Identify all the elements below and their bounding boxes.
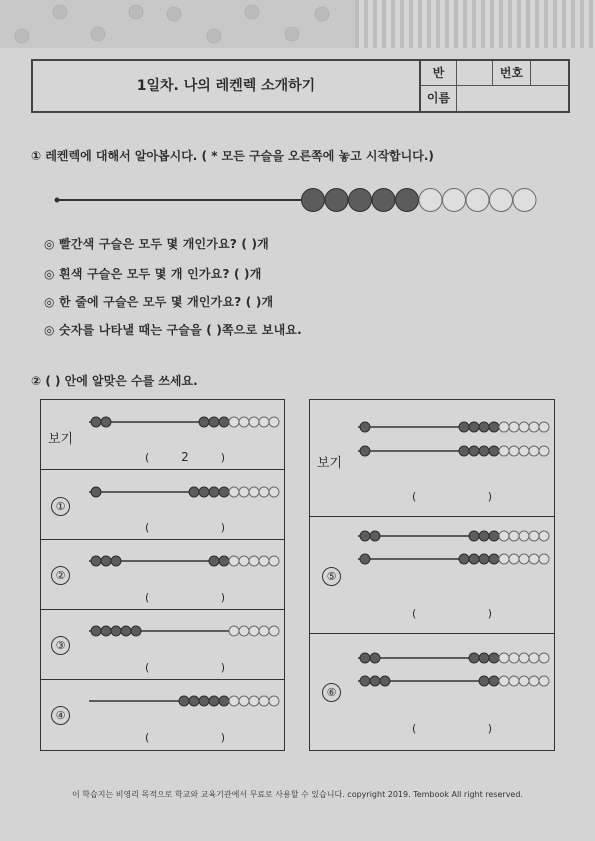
left-rack-0-bead [259, 417, 269, 427]
left-rack-1-bead [209, 487, 219, 497]
left-rack-2-bead [101, 556, 111, 566]
left-rack-3-bead [249, 626, 259, 636]
right-rack-2-0-bead [479, 653, 489, 663]
left-rack-3-bead [121, 626, 131, 636]
question-beads-per-row: ◎ 한 줄에 구슬은 모두 몇 개인가요? ( )개 [44, 295, 274, 309]
right-rack-1-1-bead [509, 554, 519, 564]
left-rack-0-bead [249, 417, 259, 427]
left-rack-0-bead [101, 417, 111, 427]
left-rack-3-bead [131, 626, 141, 636]
right-rack-1-0-bead [529, 531, 539, 541]
answer-value: 2 [181, 450, 189, 464]
problem-number-5: ⑤ [322, 567, 341, 586]
right-rack-1-0-bead [489, 531, 499, 541]
paren-close: ) [220, 661, 225, 674]
right-rack-0-1-bead [499, 446, 509, 456]
right-rack-1-0-bead [539, 531, 549, 541]
right-rack-2-0-bead [360, 653, 370, 663]
copyright-footer: 이 학습지는 비영리 목적으로 학교와 교육기관에서 무료로 사용할 수 있습니다. copyright 2019. Tembook All right reserved. [72, 790, 523, 799]
left-rack-2-bead [219, 556, 229, 566]
right-rack-0-0-bead [489, 422, 499, 432]
right-rack-2-0-bead [539, 653, 549, 663]
right-rack-2-1-bead [529, 676, 539, 686]
left-rack-4-bead [259, 696, 269, 706]
left-rack-4-bead [229, 696, 239, 706]
left-rack-2-bead [269, 556, 279, 566]
left-rack-4-bead [179, 696, 189, 706]
right-rack-2-0-bead [370, 653, 380, 663]
left-rack-4-bead [189, 696, 199, 706]
left-rack-1-bead [189, 487, 199, 497]
right-rack-1-1-bead [459, 554, 469, 564]
left-rack-1-bead [229, 487, 239, 497]
question-white-beads: ◎ 흰색 구슬은 모두 몇 개 인가요? ( )개 [44, 267, 262, 281]
paren-close: ) [487, 722, 492, 735]
right-rack-2-1-bead [360, 676, 370, 686]
right-rack-0-1-bead [479, 446, 489, 456]
right-rack-2-1-bead [489, 676, 499, 686]
left-rack-3-bead [259, 626, 269, 636]
right-rack-0-0-bead [459, 422, 469, 432]
left-rack-2-bead [229, 556, 239, 566]
left-rack-4-bead [249, 696, 259, 706]
right-rack-1-1-bead [499, 554, 509, 564]
right-rack-1-1-bead [360, 554, 370, 564]
left-rack-2-bead [249, 556, 259, 566]
left-rack-4-bead [209, 696, 219, 706]
right-rack-0-1-bead [529, 446, 539, 456]
right-rack-0-1-bead [539, 446, 549, 456]
paren-close: ) [220, 731, 225, 744]
left-rack-2-bead [91, 556, 101, 566]
right-rack-1-0-bead [479, 531, 489, 541]
section2-heading: ② ( ) 안에 알맞은 수를 쓰세요. [31, 374, 198, 388]
left-rack-4-bead [219, 696, 229, 706]
left-rack-0-bead [239, 417, 249, 427]
left-rack-2-bead [259, 556, 269, 566]
paren-open: ( [412, 722, 417, 735]
paren-close: ) [220, 591, 225, 604]
left-rack-4-bead [269, 696, 279, 706]
left-rack-4-bead [239, 696, 249, 706]
right-rack-2-1-bead [499, 676, 509, 686]
problem-number-1: ① [51, 497, 70, 516]
question-direction: ◎ 숫자를 나타낼 때는 구슬을 ( )쪽으로 보내요. [44, 323, 302, 337]
right-rack-0-1-bead [509, 446, 519, 456]
left-rack-0-bead [199, 417, 209, 427]
paren-open: ( [412, 490, 417, 503]
paren-close: ) [487, 490, 492, 503]
right-rack-0-0-bead [499, 422, 509, 432]
right-rack-1-0-bead [370, 531, 380, 541]
left-rack-4-bead [199, 696, 209, 706]
right-rack-1-1-bead [469, 554, 479, 564]
right-rack-0-1-bead [519, 446, 529, 456]
right-rack-1-1-bead [479, 554, 489, 564]
paren-open: ( [145, 661, 150, 674]
right-rack-2-0-bead [489, 653, 499, 663]
left-rack-3-bead [111, 626, 121, 636]
right-rack-0-1-bead [469, 446, 479, 456]
right-rack-2-1-bead [509, 676, 519, 686]
right-rack-0-1-bead [360, 446, 370, 456]
class-label: 반 [421, 61, 457, 86]
right-rack-1-1-bead [519, 554, 529, 564]
right-rack-0-1-bead [459, 446, 469, 456]
right-rack-2-1-bead [370, 676, 380, 686]
paren-open: ( [145, 521, 150, 534]
left-rack-1-bead [239, 487, 249, 497]
left-rack-1-bead [199, 487, 209, 497]
problem-number-6: ⑥ [322, 683, 341, 702]
paren-open: ( [412, 607, 417, 620]
left-rack-0-bead [91, 417, 101, 427]
right-rack-2-1-bead [479, 676, 489, 686]
right-rack-1-0-bead [469, 531, 479, 541]
paren-open: ( [145, 591, 150, 604]
name-label: 이름 [421, 86, 457, 111]
left-rack-3-bead [101, 626, 111, 636]
paren-close: ) [487, 607, 492, 620]
right-rack-1-0-bead [499, 531, 509, 541]
right-rack-1-0-bead [360, 531, 370, 541]
left-rack-3-bead [239, 626, 249, 636]
right-rack-1-0-bead [519, 531, 529, 541]
left-rack-0-bead [219, 417, 229, 427]
right-rack-2-1-bead [539, 676, 549, 686]
right-rack-0-0-bead [519, 422, 529, 432]
left-rack-1-bead [249, 487, 259, 497]
right-rack-0-0-bead [509, 422, 519, 432]
problem-number-3: ③ [51, 636, 70, 655]
question-red-beads: ◎ 빨간색 구슬은 모두 몇 개인가요? ( )개 [44, 237, 269, 251]
right-rack-2-0-bead [519, 653, 529, 663]
right-rack-2-0-bead [509, 653, 519, 663]
right-rack-1-1-bead [539, 554, 549, 564]
paren-open: ( [145, 451, 150, 464]
left-rack-3-bead [229, 626, 239, 636]
right-rack-0-0-bead [539, 422, 549, 432]
right-rack-2-1-bead [380, 676, 390, 686]
right-rack-0-1-bead [489, 446, 499, 456]
right-rack-0-0-bead [469, 422, 479, 432]
paren-close: ) [220, 451, 225, 464]
left-rack-1-bead [219, 487, 229, 497]
right-rack-2-0-bead [469, 653, 479, 663]
left-rack-1-bead [269, 487, 279, 497]
number-label: 번호 [493, 61, 531, 86]
left-rack-0-bead [229, 417, 239, 427]
left-rack-0-bead [209, 417, 219, 427]
right-rack-0-0-bead [360, 422, 370, 432]
right-rack-1-1-bead [529, 554, 539, 564]
right-rack-0-0-bead [529, 422, 539, 432]
right-rack-2-0-bead [499, 653, 509, 663]
left-rack-3-bead [91, 626, 101, 636]
left-rack-1-bead [259, 487, 269, 497]
left-rack-0-bead [269, 417, 279, 427]
left-rack-2-bead [209, 556, 219, 566]
right-rack-1-1-bead [489, 554, 499, 564]
problem-number-4: ④ [51, 706, 70, 725]
left-rack-2-bead [111, 556, 121, 566]
right-rack-2-1-bead [519, 676, 529, 686]
worksheet-title: 1일차. 나의 레켄렉 소개하기 [33, 61, 421, 111]
right-rack-1-0-bead [509, 531, 519, 541]
right-rack-2-0-bead [529, 653, 539, 663]
example-label-right: 보기 [317, 456, 343, 471]
paren-close: ) [220, 521, 225, 534]
paren-open: ( [145, 731, 150, 744]
left-rack-2-bead [239, 556, 249, 566]
section1-heading: ① 레켄렉에 대해서 알아봅시다. ( * 모든 구슬을 오른쪽에 놓고 시작합니다.) [31, 149, 434, 163]
example-label: 보기 [48, 432, 74, 447]
left-rack-3-bead [269, 626, 279, 636]
left-rack-1-bead [91, 487, 101, 497]
right-rack-0-0-bead [479, 422, 489, 432]
problem-number-2: ② [51, 566, 70, 585]
